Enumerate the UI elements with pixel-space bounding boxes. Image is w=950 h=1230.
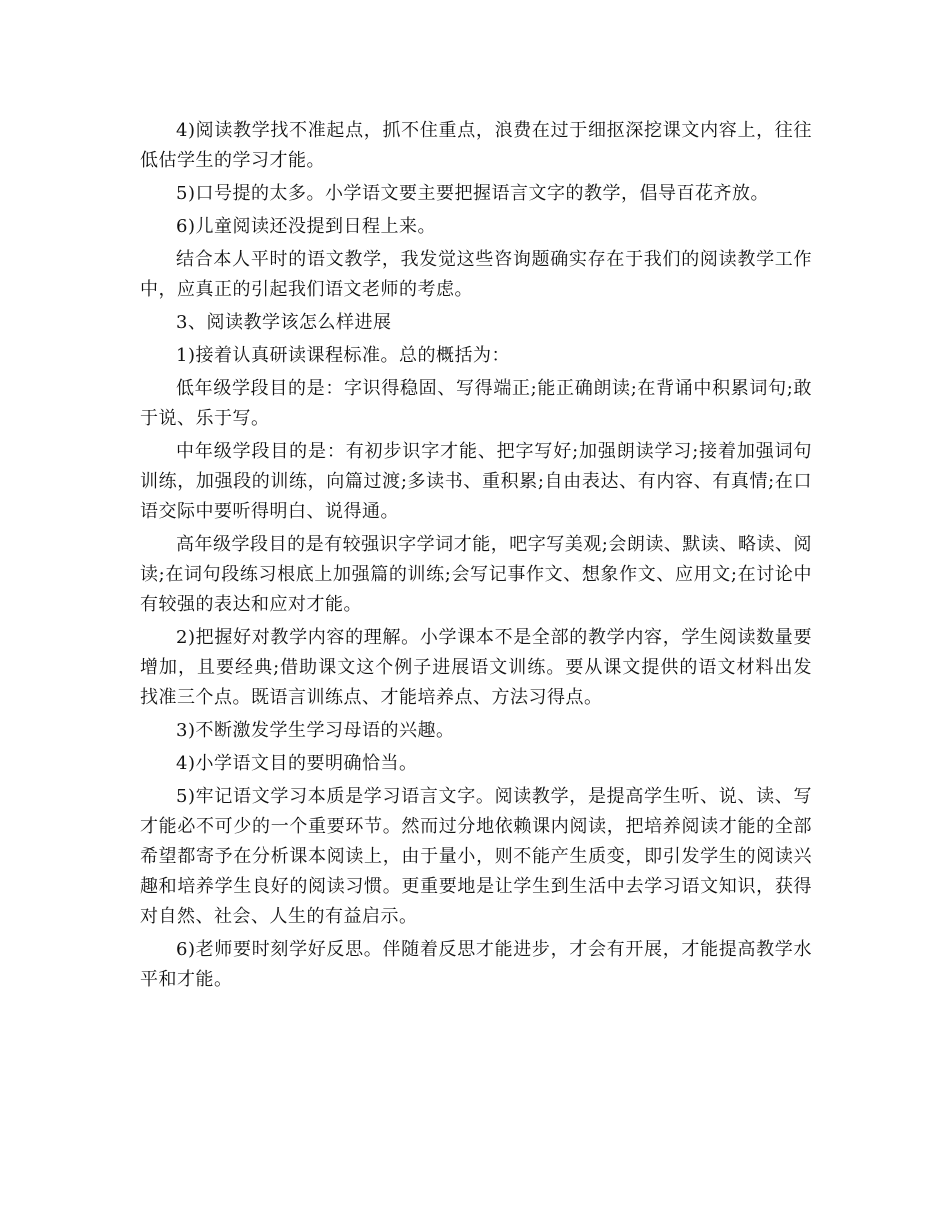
paragraph: 低年级学段目的是：字识得稳固、写得端正;能正确朗读;在背诵中积累词句;敢于说、乐于写。 — [140, 378, 812, 429]
paragraph: 高年级学段目的是有较强识字学词才能，吧字写美观;会朗读、默读、略读、阅读;在词句段练习根底上加强篇的训练;会写记事作文、想象作文、应用文;在讨论中有较强的表达和应对才能。 — [140, 534, 812, 615]
paragraph: 中年级学段目的是：有初步识字才能、把字写好;加强朗读学习;接着加强词句训练，加强段的训练，向篇过渡;多读书、重积累;自由表达、有内容、有真情;在口语交际中要听得明白、说得通。 — [140, 441, 812, 522]
paragraph: 1)接着认真研读课程标准。总的概括为： — [176, 345, 510, 366]
section-heading: 3、阅读教学该怎么样进展 — [176, 312, 392, 333]
paragraph: 6)老师要时刻学好反思。伴随着反思才能进步，才会有开展，才能提高教学水平和才能。 — [140, 939, 812, 990]
paragraph: 2)把握好对教学内容的理解。小学课本不是全部的教学内容，学生阅读数量要增加，且要经典;借助课文这个例子进展语文训练。要从课文提供的语文材料出发找准三个点。既语言训练点、才能培养点、方法习得点。 — [140, 627, 812, 708]
paragraph: 5)口号提的太多。小学语文要主要把握语言文字的教学，倡导百花齐放。 — [176, 183, 769, 204]
paragraph: 5)牢记语文学习本质是学习语言文字。阅读教学，是提高学生听、说、读、写才能必不可少的一个重要环节。然而过分地依赖课内阅读，把培养阅读才能的全部希望都寄予在分析课本阅读上，由于量小，则不能产生质变，即引发学生的阅读兴趣和培养学生良好的阅读习惯。更重要地是让学生到生活中去学习语文知识，获得对自然、社会、人生的有益启示。 — [140, 786, 812, 927]
paragraph: 4)阅读教学找不准起点，抓不住重点，浪费在过于细抠深挖课文内容上，往往低估学生的学习才能。 — [140, 120, 812, 171]
document-body — [140, 116, 812, 998]
paragraph: 6)儿童阅读还没提到日程上来。 — [176, 216, 436, 237]
paragraph: 4)小学语文目的要明确恰当。 — [176, 753, 418, 774]
paragraph: 结合本人平时的语文教学，我发觉这些咨询题确实存在于我们的阅读教学工作中，应真正的引起我们语文老师的考虑。 — [140, 249, 812, 300]
paragraph: 3)不断激发学生学习母语的兴趣。 — [176, 720, 455, 741]
